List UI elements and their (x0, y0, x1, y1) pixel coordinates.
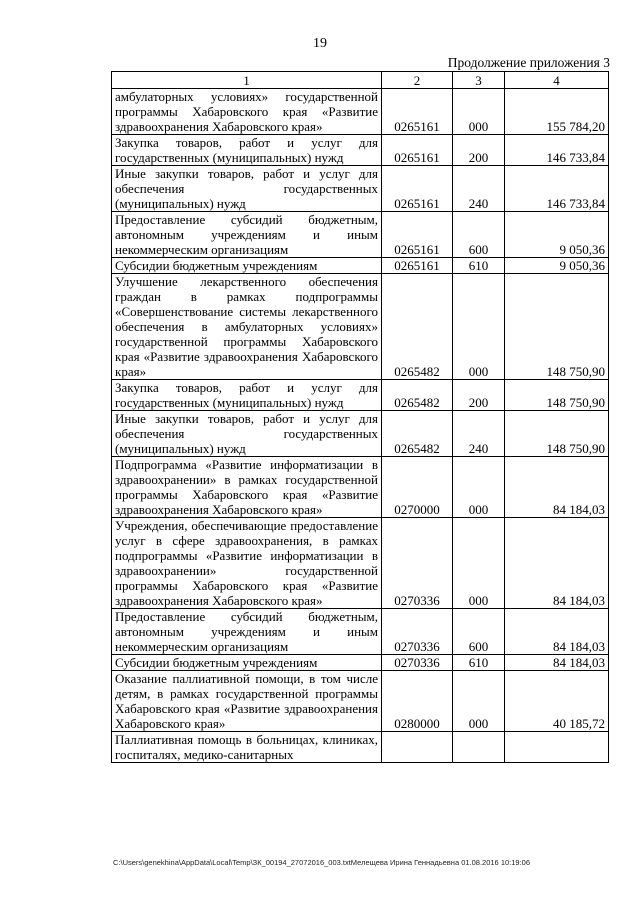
row-name: Улучшение лекарственного обеспечения граждан в рамках подпрограммы «Совершенствование системы лекарственного обеспечения в амбулаторных условиях» государственной программы Хабаровского края «Развитие здравоохранения Хабаровского края» (112, 274, 382, 380)
table-row (112, 518, 609, 609)
row-code: 0270336 (382, 518, 453, 609)
row-sum: 146 733,84 (505, 166, 609, 212)
row-code: 0265161 (382, 258, 453, 274)
row-sum: 148 750,90 (505, 274, 609, 380)
table-row (112, 89, 609, 135)
row-code: 0270000 (382, 457, 453, 518)
row-code: 0265161 (382, 166, 453, 212)
row-type: 000 (453, 89, 505, 135)
row-name: Подпрограмма «Развитие информатизации в здравоохранении» в рамках государственной программы Хабаровского края «Развитие здравоохранения Хабаровского края» (112, 457, 382, 518)
row-type: 240 (453, 166, 505, 212)
row-name: Учреждения, обеспечивающие предоставление услуг в сфере здравоохранения, в рамках подпрограммы «Развитие информатизации в здравоохранении» государственной программы Хабаровского края «Развитие здравоохранения Хабаровского края» (112, 518, 382, 609)
row-code: 0265482 (382, 380, 453, 411)
row-code: 0265161 (382, 89, 453, 135)
row-name: Иные закупки товаров, работ и услуг для обеспечения государственных (муниципальных) нужд (112, 166, 382, 212)
row-type: 000 (453, 274, 505, 380)
row-code: 0270336 (382, 655, 453, 671)
table-header-row (112, 72, 609, 89)
row-type: 000 (453, 518, 505, 609)
file-path-footer: C:\Users\genekhina\AppData\Local\Temp\ЗК_00194_27072016_003.txtМелещева Ирина Геннадьевна 01.08.2016 10:19:06 (113, 858, 531, 867)
table-row (112, 212, 609, 258)
row-name: амбулаторных условиях» государственной программы Хабаровского края «Развитие здравоохранения Хабаровского края» (112, 89, 382, 135)
table-row (112, 609, 609, 655)
table-row (112, 671, 609, 732)
row-type: 240 (453, 411, 505, 457)
row-name: Закупка товаров, работ и услуг для государственных (муниципальных) нужд (112, 380, 382, 411)
row-code: 0265482 (382, 411, 453, 457)
row-type (453, 732, 505, 763)
row-type: 600 (453, 212, 505, 258)
table-row (112, 411, 609, 457)
row-sum: 84 184,03 (505, 609, 609, 655)
budget-table (111, 71, 609, 763)
row-type: 610 (453, 655, 505, 671)
table-row (112, 655, 609, 671)
row-sum: 146 733,84 (505, 135, 609, 166)
row-name: Иные закупки товаров, работ и услуг для обеспечения государственных (муниципальных) нужд (112, 411, 382, 457)
table-row (112, 258, 609, 274)
column-header-sum: 4 (505, 72, 609, 89)
table-row (112, 732, 609, 763)
row-type: 000 (453, 671, 505, 732)
column-header-code: 2 (382, 72, 453, 89)
row-sum: 9 050,36 (505, 258, 609, 274)
row-name: Оказание паллиативной помощи, в том числе детям, в рамках государственной программы Хабаровского края «Развитие здравоохранения Хабаровского края» (112, 671, 382, 732)
table-row (112, 135, 609, 166)
row-type: 200 (453, 135, 505, 166)
row-type: 200 (453, 380, 505, 411)
row-code: 0265482 (382, 274, 453, 380)
row-type: 000 (453, 457, 505, 518)
row-name: Субсидии бюджетным учреждениям (112, 655, 382, 671)
row-name: Предоставление субсидий бюджетным, автономным учреждениям и иным некоммерческим организациям (112, 609, 382, 655)
row-sum: 84 184,03 (505, 457, 609, 518)
table-row (112, 274, 609, 380)
column-header-name: 1 (112, 72, 382, 89)
row-code: 0265161 (382, 135, 453, 166)
continuation-label: Продолжение приложения 3 (447, 55, 610, 70)
row-sum: 155 784,20 (505, 89, 609, 135)
row-sum (505, 732, 609, 763)
row-code (382, 732, 453, 763)
row-sum: 40 185,72 (505, 671, 609, 732)
table-row (112, 166, 609, 212)
column-header-type: 3 (453, 72, 505, 89)
table-row (112, 380, 609, 411)
row-sum: 9 050,36 (505, 212, 609, 258)
row-name: Предоставление субсидий бюджетным, автономным учреждениям и иным некоммерческим организациям (112, 212, 382, 258)
table-row (112, 457, 609, 518)
row-sum: 148 750,90 (505, 411, 609, 457)
row-sum: 84 184,03 (505, 518, 609, 609)
row-code: 0270336 (382, 609, 453, 655)
row-code: 0280000 (382, 671, 453, 732)
row-name: Закупка товаров, работ и услуг для государственных (муниципальных) нужд (112, 135, 382, 166)
row-sum: 148 750,90 (505, 380, 609, 411)
page-number: 19 (313, 36, 327, 51)
row-name: Паллиативная помощь в больницах, клиниках, госпиталях, медико-санитарных (112, 732, 382, 763)
row-type: 600 (453, 609, 505, 655)
row-sum: 84 184,03 (505, 655, 609, 671)
row-name: Субсидии бюджетным учреждениям (112, 258, 382, 274)
row-type: 610 (453, 258, 505, 274)
row-code: 0265161 (382, 212, 453, 258)
